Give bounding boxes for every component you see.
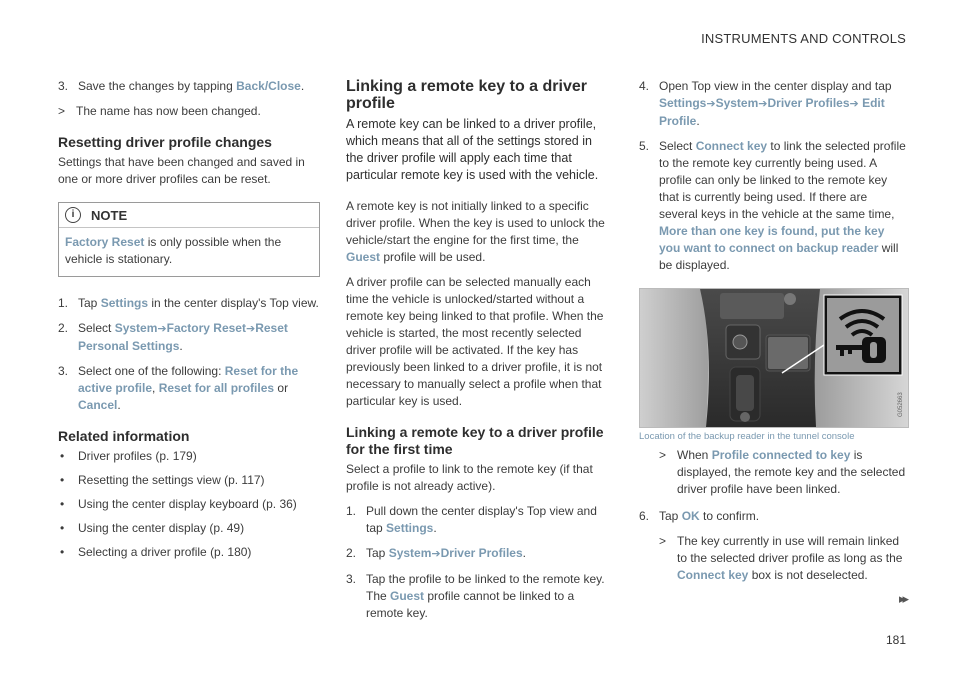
linking-heading: Linking a remote key to a driver profile <box>346 78 587 112</box>
resetting-text: Settings that have been changed and saved in one or more driver profiles can be reset. <box>58 155 305 186</box>
first-time-heading: Linking a remote key to a driver profile for the first time <box>346 424 604 457</box>
section-header: INSTRUMENTS AND CONTROLS <box>701 31 906 46</box>
column-middle <box>346 78 611 630</box>
related-link[interactable]: • Using the center display (p. 49) <box>58 520 320 537</box>
backup-reader-figure <box>639 288 909 428</box>
link-step-4: 4. Open Top view in the center display and tap Settings➔System➔Driver Profiles➔ Edit Profile. <box>639 79 892 128</box>
link-step-6: 6. Tap OK to confirm. <box>639 509 760 523</box>
figure-caption: Location of the backup reader in the tunnel console <box>639 431 855 442</box>
back-close-key: Back/Close <box>236 79 301 93</box>
figure-code: G052663 <box>898 392 904 417</box>
next-page-icon: ▸▸ <box>898 591 906 606</box>
link-step-3: 3. Tap the profile to be linked to the remote key. The Guest profile cannot be linked to a remote key. <box>346 572 605 620</box>
related-link[interactable]: • Driver profiles (p. 179) <box>58 448 320 465</box>
linking-paragraph-2: A driver profile can be selected manually each time the vehicle is unlocked/started without a remote key being linked to that profile. When the vehicle is started, the most recently selected driver profile will be activated. If the key has previously been linked to a driver profile, it is not necessary to manually select a profile when that particular key is used. <box>346 275 604 408</box>
related-link[interactable]: • Selecting a driver profile (p. 180) <box>58 544 320 561</box>
note-body: Factory Reset is only possible when the vehicle is stationary. <box>65 235 282 266</box>
link-step-1: 1. Pull down the center display's Top view and tap Settings. <box>346 504 597 535</box>
arrow-right-icon: ➔ <box>431 548 441 560</box>
resetting-heading: Resetting driver profile changes <box>58 134 272 150</box>
first-time-text: Select a profile to link to the remote key (if that profile is not already active). <box>346 462 593 493</box>
linking-lead: A remote key can be linked to a driver profile, which means that all of the settings stored in the driver profile will apply each time that particular remote key is used with the vehicle. <box>346 117 599 182</box>
arrow-right-icon: ➔ <box>245 323 256 335</box>
step-3-result: > The name has now been changed. <box>58 104 261 118</box>
info-icon: i <box>65 207 81 223</box>
link-step-5: 5. Select Connect key to link the selected profile to the remote key currently being used. A profile can only be linked to the remote key that is currently being used. If there are several keys in the vehicle at the same time, More than one key is found, put the key you want to connect on backup reader will be displayed. <box>639 139 906 272</box>
reset-step-3: 3. Select one of the following: Reset for the active profile, Reset for all profiles or Cancel. <box>58 364 299 412</box>
related-heading: Related information <box>58 428 190 444</box>
related-link[interactable]: • Using the center display keyboard (p. 36) <box>58 496 320 513</box>
arrow-right-icon: ➔ <box>849 98 859 110</box>
reset-step-1: 1. Tap Settings in the center display's Top view. <box>58 296 319 310</box>
related-list <box>58 448 320 561</box>
step-5-result: > When Profile connected to key is displayed, the remote key and the selected driver profile have been linked. <box>659 448 906 496</box>
step-6-result: > The key currently in use will remain linked to the selected driver profile as long as the Connect key box is not deselected. <box>659 534 903 582</box>
step-3: 3. Save the changes by tapping Back/Close. <box>58 79 305 93</box>
tunnel-console-illustration <box>640 289 908 427</box>
arrow-right-icon: ➔ <box>706 98 716 110</box>
page-number: 181 <box>885 633 906 647</box>
note-header: i NOTE <box>59 203 319 228</box>
linking-paragraph-1: A remote key is not initially linked to a specific driver profile. When the key is used to unlock the vehicle/start the engine for the first time, the Guest profile will be used. <box>346 199 605 264</box>
arrow-right-icon: ➔ <box>157 323 167 335</box>
arrow-right-icon: ➔ <box>758 98 768 110</box>
related-link[interactable]: • Resetting the settings view (p. 117) <box>58 472 320 489</box>
link-step-2: 2. Tap System➔Driver Profiles. <box>346 546 526 560</box>
note-box <box>58 202 320 277</box>
column-left <box>58 78 320 568</box>
column-right <box>639 78 907 594</box>
reset-step-2: 2. Select System➔Factory Reset➔Reset Personal Settings. <box>58 321 288 353</box>
